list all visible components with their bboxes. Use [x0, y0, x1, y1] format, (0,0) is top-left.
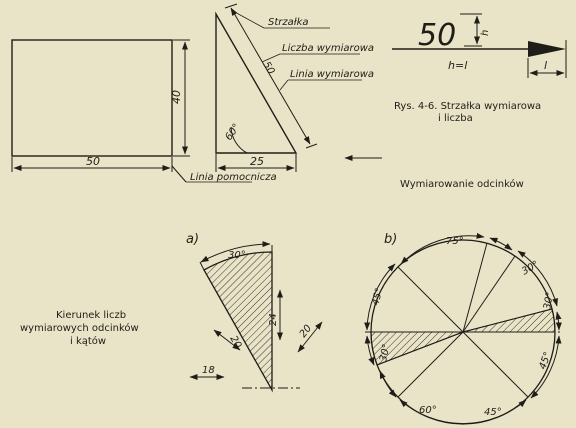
caption-direction-line3: i kątów [70, 336, 107, 347]
fig-b-a30a: 30° [520, 259, 541, 278]
leader-label-aux: Linia pomocnicza [190, 172, 277, 183]
fig-b-a60: 60° [419, 405, 437, 416]
caption-figure: Rys. 4-6. Strzałka wymiarowa [394, 101, 542, 112]
fig-a-d18: 18 [202, 365, 215, 376]
dim-height-value: 40 [170, 90, 183, 104]
detail-l-label: l [544, 59, 548, 72]
dim-hyp-value: 50 [260, 59, 277, 77]
fig-b-a45a: 45° [370, 286, 386, 307]
fig-a-d30: 30° [228, 250, 246, 261]
fig-b-label: b) [384, 232, 398, 247]
rectangle-shape [12, 40, 172, 156]
fig-b-a75: 75° [446, 236, 464, 247]
fig-a-d24: 24 [268, 313, 279, 326]
fig-a-d20a: 20 [227, 334, 244, 351]
fig-b-a30b: 30° [542, 291, 557, 311]
label-number: Liczba wymiarowa [282, 43, 375, 54]
fig-b-a30c: 30° [378, 342, 393, 363]
angle-value: 60° [223, 121, 243, 143]
detail-h-label: h [480, 29, 491, 36]
fig-a-d20b: 20 [297, 323, 315, 340]
caption-direction-line1: Kierunek liczb [56, 310, 127, 321]
detail-number: 50 [418, 18, 457, 53]
caption-segments: Wymiarowanie odcinków [400, 179, 524, 190]
caption-direction-line2: wymiarowych odcinków [20, 323, 139, 334]
fig-b-a45b: 45° [537, 350, 554, 372]
fig-b-a45c: 45° [484, 407, 502, 418]
dim-base-value: 25 [250, 155, 264, 168]
caption-figure-line2: i liczba [438, 113, 473, 124]
label-line: Linia wymiarowa [290, 69, 375, 80]
detail-hl-label: h=l [448, 59, 468, 72]
label-arrow: Strzałka [268, 17, 309, 28]
detail-arrowhead [528, 41, 566, 57]
fig-a-label: a) [186, 232, 200, 247]
dim-width-value: 50 [86, 155, 100, 168]
